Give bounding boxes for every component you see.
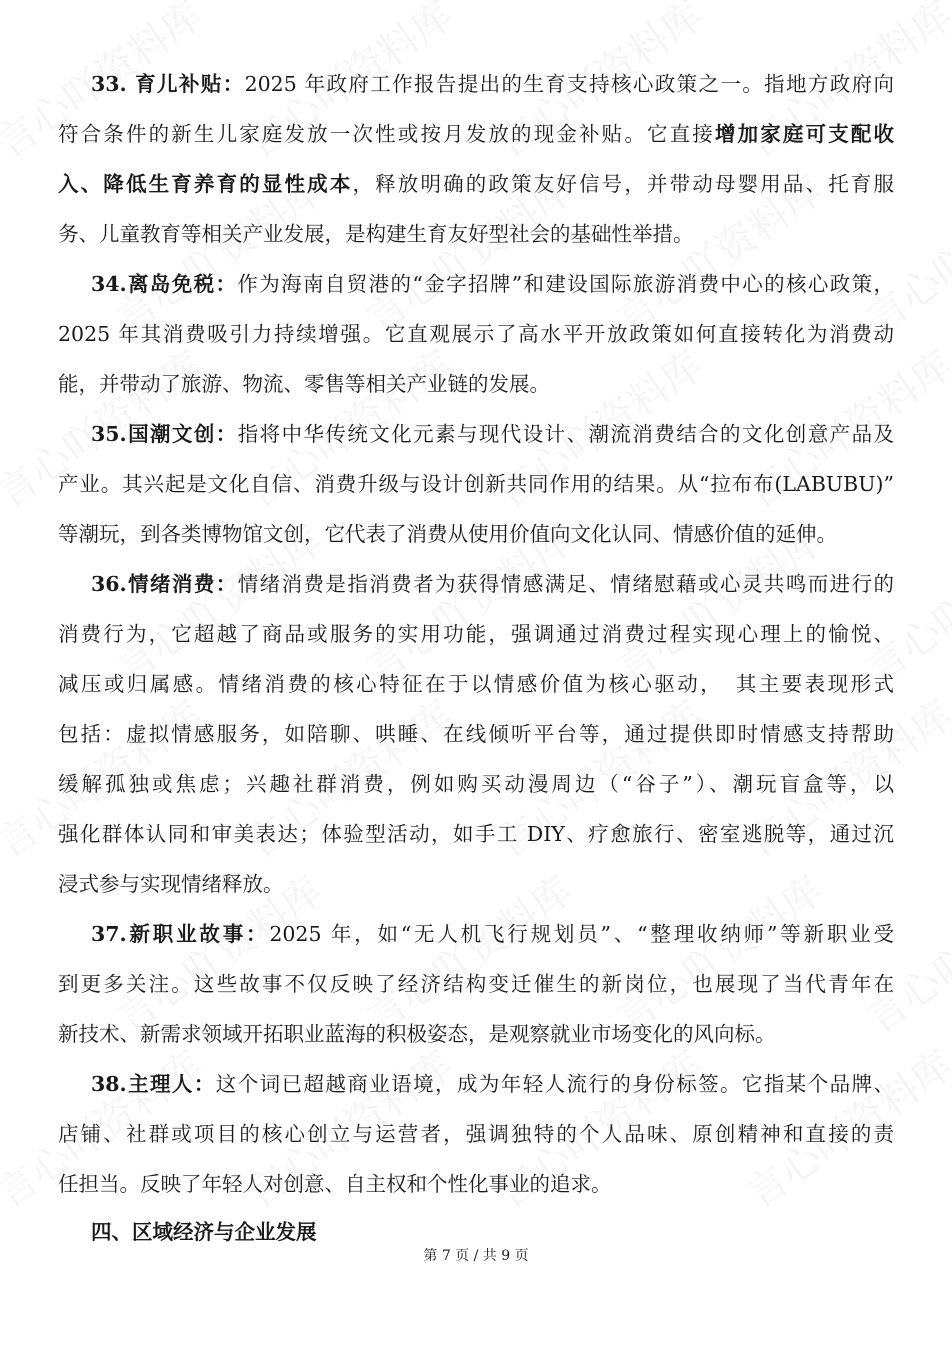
text: 2025 年，如“无人机飞行规划员”、“整理收纳师”等新职业受 (269, 922, 895, 946)
paragraph-item-34 (58, 259, 894, 409)
paragraph-item-35 (58, 409, 894, 559)
bold-text: 37.新职业故事： (91, 922, 270, 946)
text-line (58, 659, 894, 709)
text-line (58, 859, 894, 909)
text-line (58, 59, 894, 109)
text: 情绪消费是指消费者为获得情感满足、情绪慰藉或心灵共鸣而进行的 (237, 572, 895, 596)
text: 能，并带动了旅游、物流、零售等相关产业链的发展。 (58, 372, 550, 396)
text-line (58, 1059, 894, 1109)
text: 浸式参与实现情绪释放。 (58, 872, 284, 896)
text: 店铺、社群或项目的核心创立与运营者，强调独特的个人品味、原创精神和直接的责 (58, 1122, 894, 1146)
text-line (58, 709, 894, 759)
paragraph-item-38 (58, 1059, 894, 1209)
text-line (58, 309, 894, 359)
text-line (58, 1009, 894, 1059)
text-line (58, 459, 894, 509)
text: 2025 年政府工作报告提出的生育支持核心政策之一。指地方政府向 (244, 72, 894, 96)
bold-text: 增加家庭可支配收 (714, 122, 895, 146)
text-line (58, 109, 894, 159)
text: 务、儿童教育等相关产业发展，是构建生育友好型社会的基础性举措。 (58, 222, 694, 246)
text: 新技术、新需求领域开拓职业蓝海的积极姿态，是观察就业市场变化的风向标。 (58, 1022, 776, 1046)
document-body (58, 59, 894, 1255)
bold-text: 34.离岛免税： (91, 272, 238, 296)
text: 到更多关注。这些故事不仅反映了经济结构变迁催生的新岗位，也展现了当代青年在 (58, 972, 894, 996)
text: 减压或归属感。情绪消费的核心特征在于以情感价值为核心驱动， 其主要表现形式 (58, 672, 894, 696)
text: 缓解孤独或焦虑；兴趣社群消费，例如购买动漫周边（“谷子”）、潮玩盲盒等，以 (58, 772, 894, 796)
text: 符合条件的新生儿家庭发放一次性或按月发放的现金补贴。它直接 (58, 122, 715, 146)
text-line (58, 409, 894, 459)
section-heading: 四、区域经济与企业发展 (91, 1220, 317, 1244)
text-line (58, 359, 894, 409)
text: 作为海南自贸港的“金字招牌”和建设国际旅游消费中心的核心政策， (237, 272, 894, 296)
text-line (58, 259, 894, 309)
text-line (58, 509, 894, 559)
text-line (58, 759, 894, 809)
text-line (58, 159, 894, 209)
paragraph-item-36 (58, 559, 894, 909)
paragraph-item-37 (58, 909, 894, 1059)
text-line (58, 809, 894, 859)
text: 2025 年其消费吸引力持续增强。它直观展示了高水平开放政策如何直接转化为消费动 (58, 322, 894, 346)
text: 这个词已超越商业语境，成为年轻人流行的身份标签。它指某个品牌、 (215, 1072, 895, 1096)
bold-text: 36.情绪消费： (91, 572, 238, 596)
text: ，释放明确的政策友好信号，并带动母婴用品、托育服 (352, 172, 895, 196)
text-line (58, 1109, 894, 1159)
bold-text: 38.主理人： (91, 1072, 216, 1096)
bold-text: 35.国潮文创： (91, 422, 238, 446)
text: 等潮玩，到各类博物馆文创，它代表了消费从使用价值向文化认同、情感价值的延伸。 (58, 522, 837, 546)
paragraph-item-33 (58, 59, 894, 259)
text-line (58, 559, 894, 609)
page-number: 第 7 页 / 共 9 页 (423, 1248, 529, 1264)
bold-text: 入、降低生育养育的显性成本 (58, 172, 353, 196)
text: 产业。其兴起是文化自信、消费升级与设计创新共同作用的结果。从“拉布布(LABUBU)” (58, 472, 894, 496)
text-line (58, 909, 894, 959)
text: 包括：虚拟情感服务，如陪聊、哄睡、在线倾听平台等，通过提供即时情感支持帮助 (58, 722, 894, 746)
text: 消费行为，它超越了商品或服务的实用功能，强调通过消费过程实现心理上的愉悦、 (58, 622, 894, 646)
text-line (58, 209, 894, 259)
text: 任担当。反映了年轻人对创意、自主权和个性化事业的追求。 (58, 1172, 612, 1196)
text-line (58, 609, 894, 659)
text-line (58, 1159, 894, 1209)
text: 强化群体认同和审美表达；体验型活动，如手工 DIY、疗愈旅行、密室逃脱等，通过沉 (58, 822, 894, 846)
text-line (58, 959, 894, 1009)
bold-text: 33. 育儿补贴： (91, 72, 245, 96)
text: 指将中华传统文化元素与现代设计、潮流消费结合的文化创意产品及 (237, 422, 895, 446)
